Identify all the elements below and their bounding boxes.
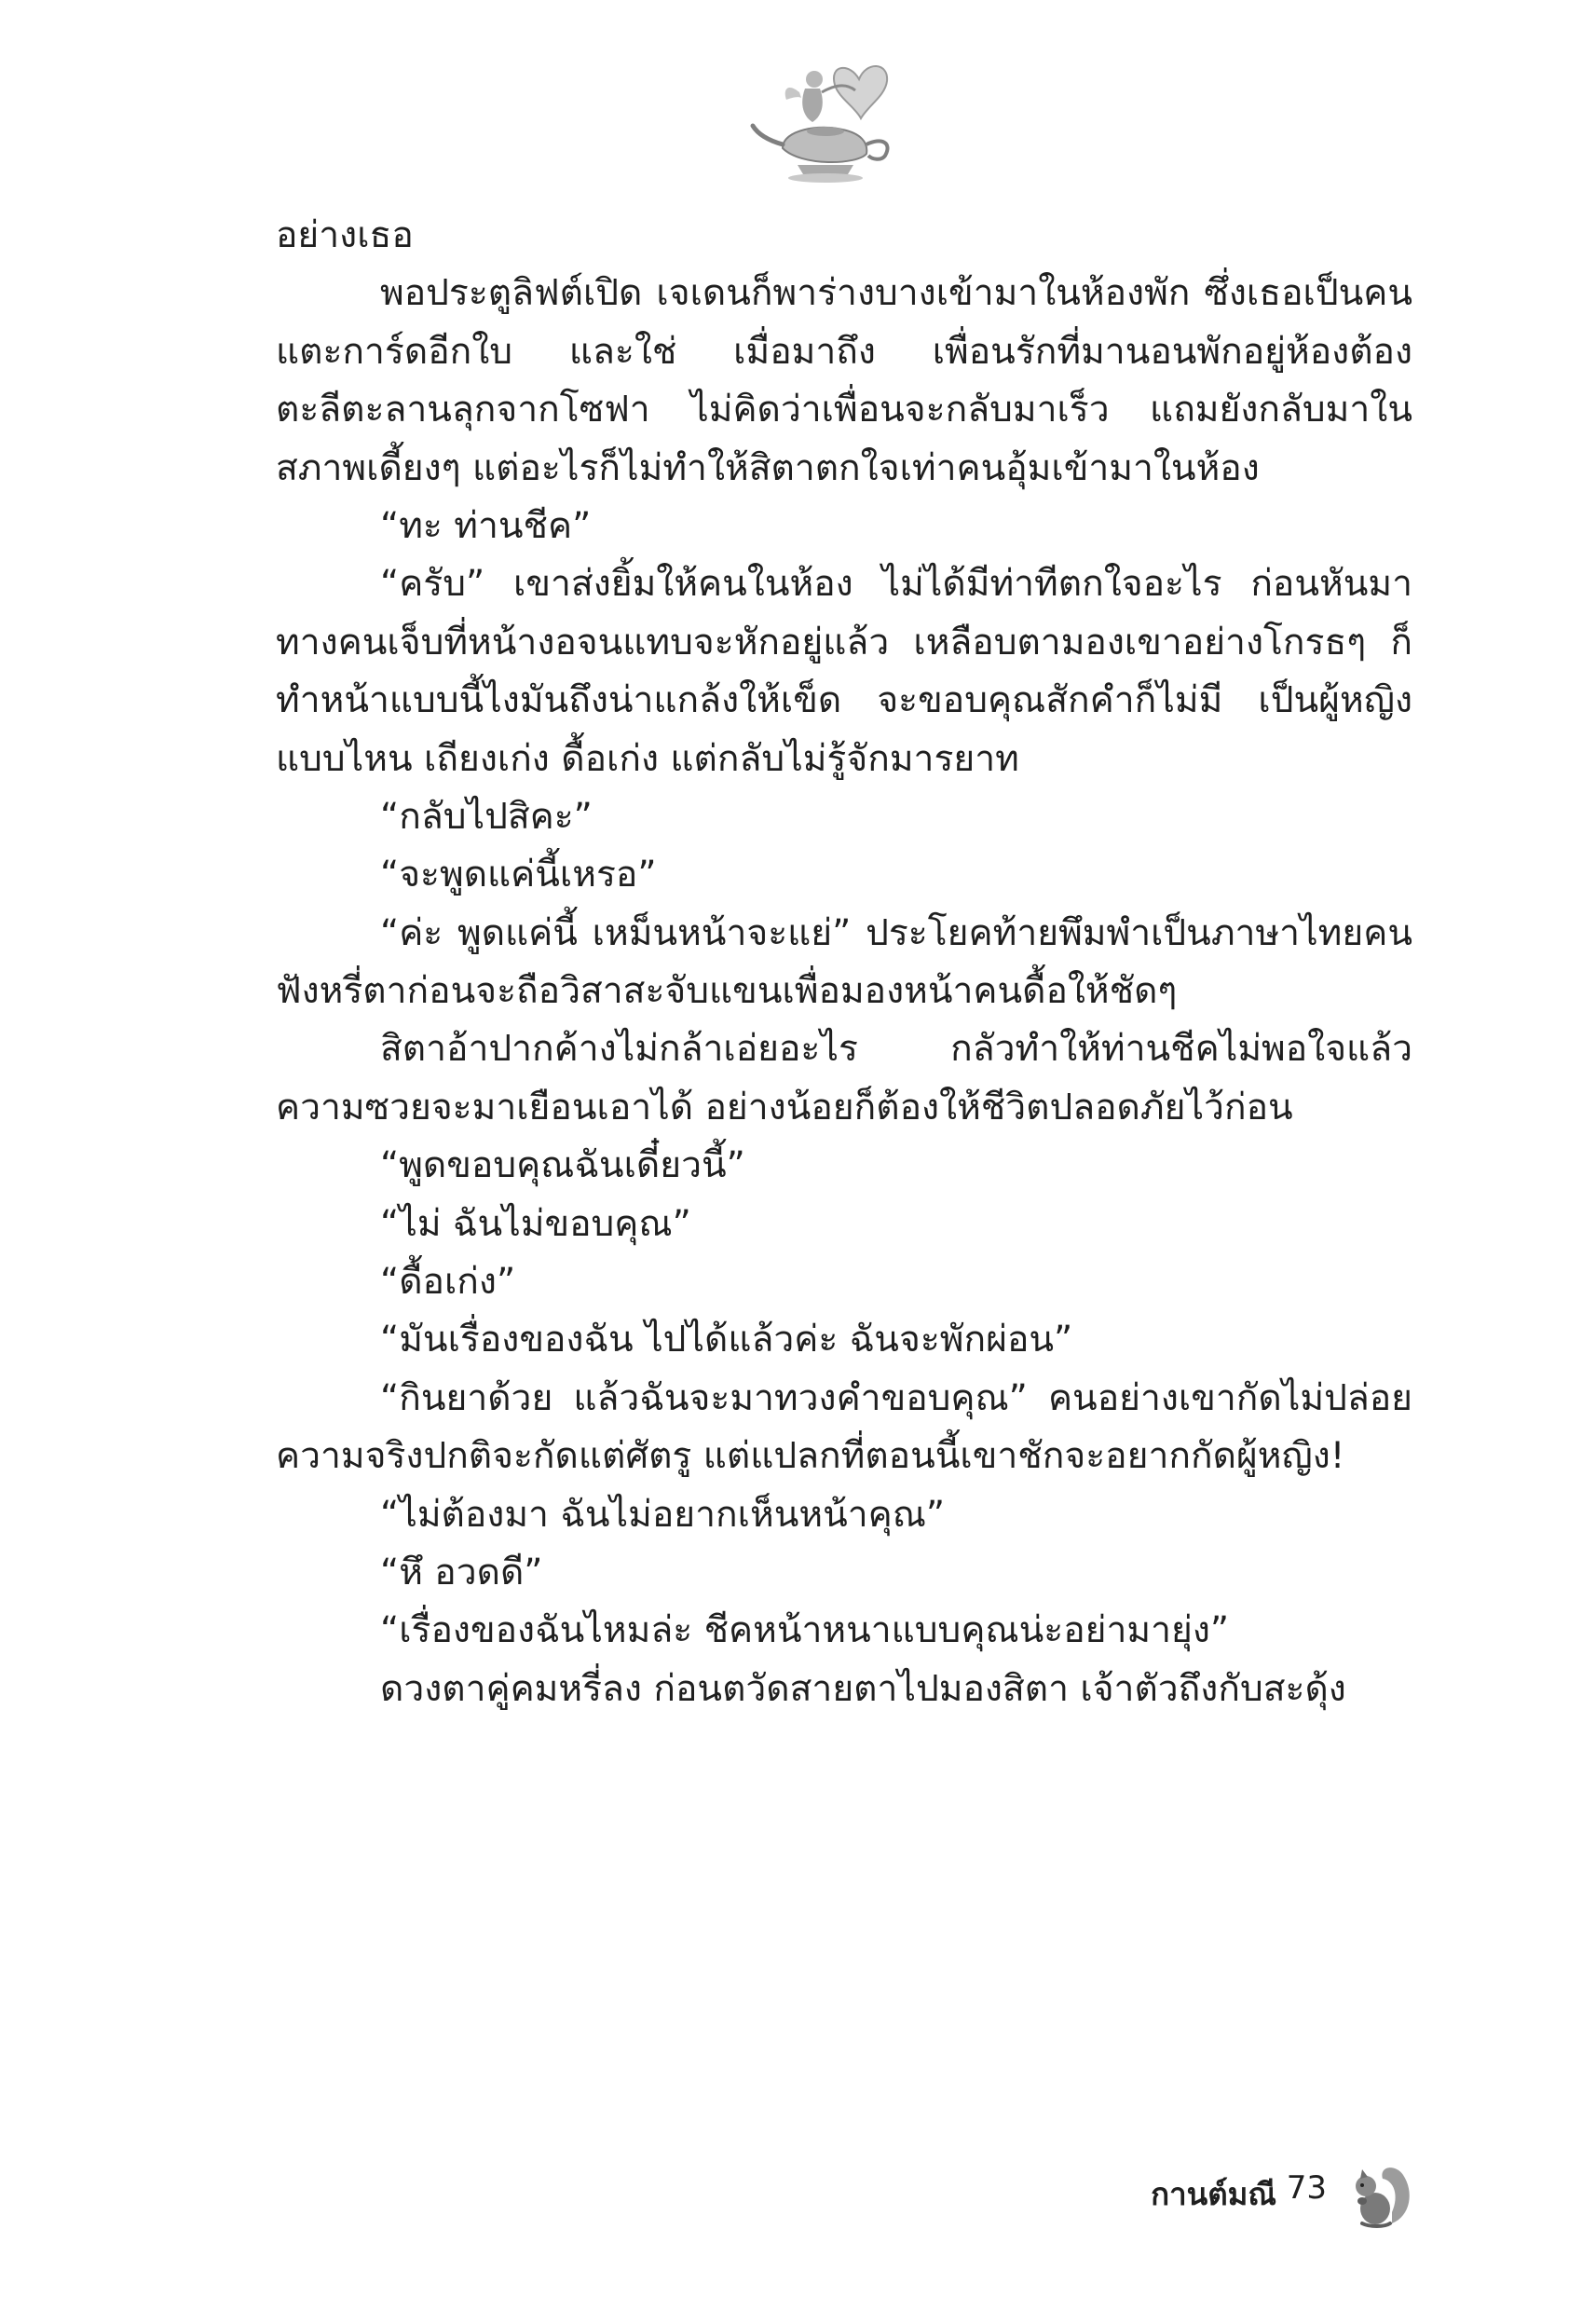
- paragraph: “มันเรื่องของฉัน ไปได้แล้วค่ะ ฉันจะพักผ่อน”: [380, 1319, 1073, 1361]
- chapter-body-text: [276, 207, 1412, 1718]
- paragraph: “ค่ะ พูดแค่นี้ เหม็นหน้าจะแย่” ประโยคท้ายพึมพำเป็นภาษาไทยคนฟังหรี่ตาก่อนจะถือวิสาสะจับแขนเพื่อมองหน้าคนดื้อให้ชัดๆ: [276, 911, 1412, 1013]
- teapot-cupid-ornament-icon: [745, 51, 913, 191]
- paragraph: “จะพูดแค่นี้เหรอ”: [380, 854, 657, 896]
- paragraph: ดวงตาคู่คมหรี่ลง ก่อนตวัดสายตาไปมองสิตา เจ้าตัวถึงกับสะดุ้ง: [380, 1667, 1346, 1710]
- paragraph: “กลับไปสิคะ”: [380, 795, 593, 838]
- paragraph: “พูดขอบคุณฉันเดี๋ยวนี้”: [380, 1144, 745, 1187]
- paragraph: “ครับ” เขาส่งยิ้มให้คนในห้อง ไม่ได้มีท่าทีตกใจอะไร ก่อนหันมาทางคนเจ็บที่หน้างอจนแทบจะหักอยู่แล้ว เหลือบตามองเขาอย่างโกรธๆ ก็ทำหน้าแบบนี้ไงมันถึงน่าแกล้งให้เข็ด จะขอบคุณสักคำก็ไม่มี เป็นผู้หญิงแบบไหน เถียงเก่ง ดื้อเก่ง แต่กลับไม่รู้จักมารยาท: [276, 563, 1412, 780]
- paragraph: พอประตูลิฟต์เปิด เจเดนก็พาร่างบางเข้ามาในห้องพัก ซึ่งเธอเป็นคนแตะการ์ดอีกใบ และใช่ เมื่อมาถึง เพื่อนรักที่มานอนพักอยู่ห้องต้องตะลีตะลานลุกจากโซฟา ไม่คิดว่าเพื่อนจะกลับมาเร็ว แถมยังกลับมาในสภาพเดี้ยงๆ แต่อะไรก็ไม่ทำให้สิตาตกใจเท่าคนอุ้มเข้ามาในห้อง: [276, 272, 1412, 489]
- paragraph: “เรื่องของฉันไหมล่ะ ชีคหน้าหนาแบบคุณน่ะอย่ามายุ่ง”: [380, 1609, 1230, 1652]
- paragraph: สิตาอ้าปากค้างไม่กล้าเอ่ยอะไร กลัวทำให้ท่านชีคไม่พอใจแล้วความซวยจะมาเยือนเอาได้ อย่างน้อยก็ต้องให้ชีวิตปลอดภัยไว้ก่อน: [276, 1028, 1412, 1128]
- paragraph: “กินยาด้วย แล้วฉันจะมาทวงคำขอบคุณ” คนอย่างเขากัดไม่ปล่อยความจริงปกติจะกัดแต่ศัตรู แต่แปลกที่ตอนนี้เขาชักจะอยากกัดผู้หญิง!: [276, 1376, 1412, 1478]
- page-footer: [1025, 2158, 1416, 2233]
- page-number: 73: [1286, 2169, 1327, 2207]
- paragraph: “หึ อวดดี”: [380, 1551, 543, 1593]
- author-name: กานต์มณี: [1151, 2176, 1276, 2212]
- paragraph: “ไม่ ฉันไม่ขอบคุณ”: [380, 1202, 691, 1245]
- paragraph: “ไม่ต้องมา ฉันไม่อยากเห็นหน้าคุณ”: [380, 1493, 946, 1536]
- paragraph: “ทะ ท่านชีค”: [380, 504, 592, 547]
- paragraph: อย่างเธอ: [276, 214, 414, 256]
- squirrel-icon: [1342, 2158, 1416, 2233]
- paragraph: “ดื้อเก่ง”: [380, 1261, 516, 1304]
